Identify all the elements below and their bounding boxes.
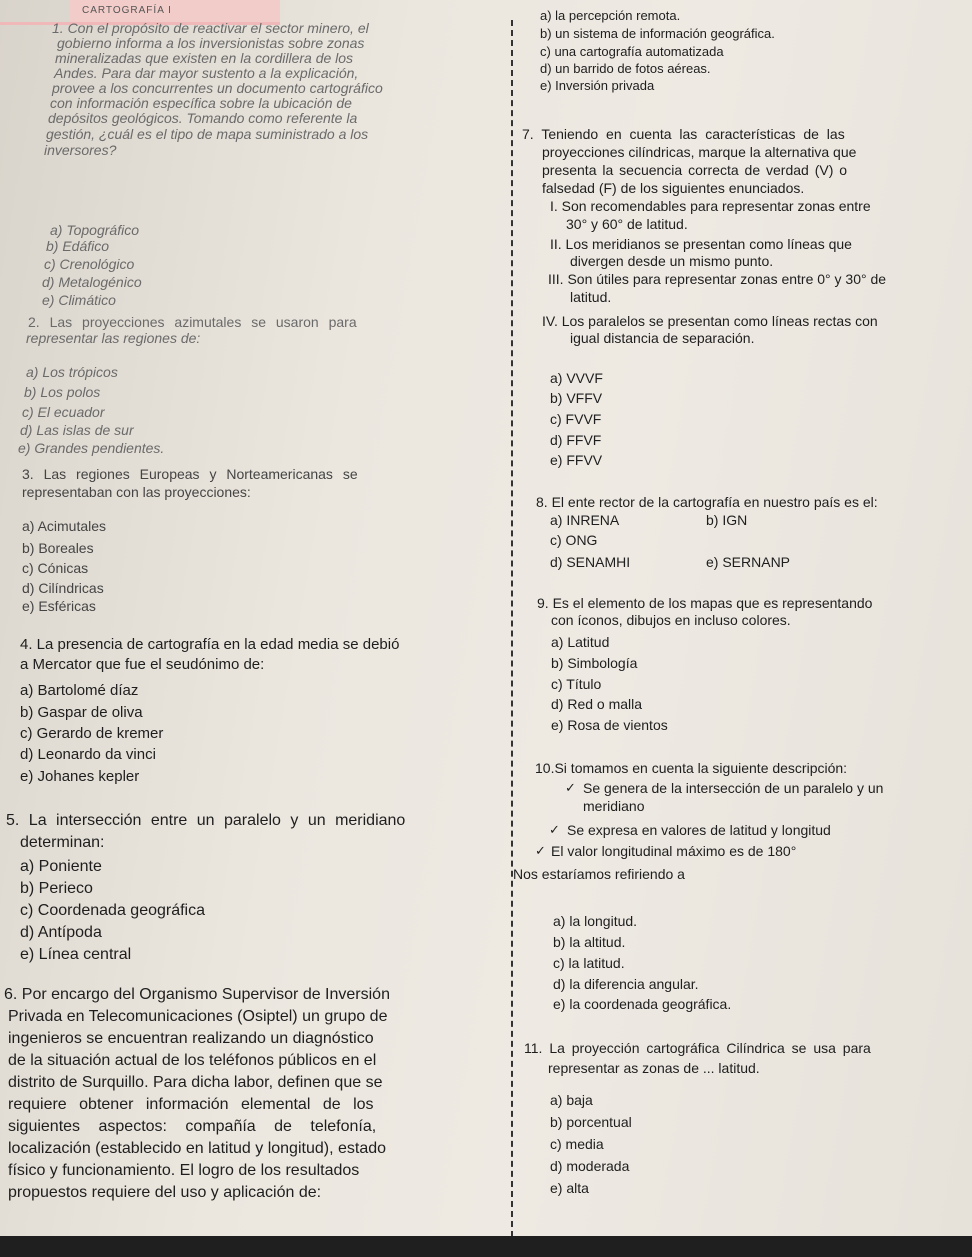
q1-option-c: c) Crenológico [44, 256, 135, 272]
checkmark-icon: ✓ [565, 780, 576, 795]
q11-option-c: c) media [550, 1136, 604, 1152]
q2-stem-line: representar las regiones de: [26, 330, 201, 346]
q1-stem-line: Andes. Para dar mayor sustento a la explicación, [54, 65, 359, 81]
q6-stem-line: propuestos requiere del uso y aplicación de: [8, 1184, 322, 1201]
q6-stem-line: 6. Por encargo del Organismo Supervisor de Inversión [4, 986, 390, 1003]
q4-option-d: d) Leonardo da vinci [20, 746, 156, 763]
q10-option-a: a) la longitud. [553, 913, 638, 929]
q1-option-d: d) Metalogénico [42, 274, 142, 290]
q10-check-item: El valor longitudinal máximo es de 180° [551, 843, 797, 859]
q7-statement: II. Los meridianos se presentan como líneas que [550, 236, 852, 252]
q1-option-a: a) Topográfico [50, 222, 139, 238]
q5-option-b: b) Perieco [20, 880, 93, 897]
q1-stem-line: gobierno informa a los inversionistas sobre zonas [57, 35, 365, 51]
q2-stem-line: 2. Las proyecciones azimutales se usaron para [28, 314, 357, 330]
q8-stem: 8. El ente rector de la cartografía en nuestro país es el: [536, 494, 878, 510]
q7-option-b: b) VFFV [550, 390, 603, 406]
q1-option-e: e) Climático [42, 292, 116, 308]
q6-option-a: a) la percepción remota. [540, 8, 681, 23]
q10-check-item: meridiano [583, 798, 645, 814]
q7-option-e: e) FFVV [550, 452, 603, 468]
q5-option-a: a) Poniente [20, 858, 102, 875]
photo-bottom-edge [0, 1236, 972, 1257]
checkmark-icon: ✓ [535, 843, 546, 858]
q11-option-a: a) baja [550, 1092, 593, 1108]
q6-stem-line: siguientes aspectos: compañía de telefonía, [8, 1118, 377, 1135]
checkmark-icon: ✓ [549, 822, 560, 837]
q9-option-d: d) Red o malla [551, 696, 643, 712]
q11-stem-line: 11. La proyección cartográfica Cilíndrica se usa para [524, 1040, 871, 1056]
q6-stem-line: Privada en Telecomunicaciones (Osiptel) un grupo de [8, 1008, 388, 1025]
q10-option-d: d) la diferencia angular. [553, 976, 699, 992]
q11-option-d: d) moderada [550, 1158, 630, 1174]
q7-option-d: d) FFVF [550, 432, 602, 448]
q3-stem-line: representaban con las proyecciones: [22, 484, 251, 500]
q10-check-item: Se genera de la intersección de un paralelo y un [583, 780, 884, 796]
q5-option-d: d) Antípoda [20, 924, 102, 941]
q3-stem-line: 3. Las regiones Europeas y Norteamericanas se [22, 466, 358, 482]
q6-option-b: b) un sistema de información geográfica. [540, 26, 775, 41]
q7-statement: igual distancia de separación. [570, 330, 755, 346]
q11-stem-line: representar as zonas de ... latitud. [548, 1060, 760, 1076]
q8-option-e: e) SERNANP [706, 554, 791, 570]
q5-stem-line: 5. La intersección entre un paralelo y un meridiano [6, 812, 406, 829]
q4-option-e: e) Johanes kepler [20, 768, 140, 785]
q2-option-a: a) Los trópicos [26, 364, 118, 380]
q8-option-b: b) IGN [706, 512, 748, 528]
q7-statement: I. Son recomendables para representar zonas entre [550, 198, 871, 214]
q11-option-b: b) porcentual [550, 1114, 632, 1130]
q6-stem-line: localización (establecido en latitud y longitud), estado [8, 1140, 387, 1157]
q8-option-d: d) SENAMHI [550, 554, 631, 570]
q10-lead: Nos estaríamos refiriendo a [513, 866, 685, 882]
q7-statement: III. Son útiles para representar zonas entre 0° y 30° de [548, 271, 887, 287]
q8-option-a: a) INRENA [550, 512, 620, 528]
q6-stem-line: ingenieros se encuentran realizando un diagnóstico [8, 1030, 374, 1047]
q8-option-c: c) ONG [550, 532, 598, 548]
q1-stem-line: depósitos geológicos. Tomando como referente la [48, 110, 358, 126]
q1-stem-line: mineralizadas que existen en la cordillera de los [55, 50, 354, 66]
q1-stem-line: con información específica sobre la ubicación de [50, 95, 352, 111]
q3-option-b: b) Boreales [22, 540, 94, 556]
q3-option-c: c) Cónicas [22, 560, 89, 576]
q4-option-a: a) Bartolomé díaz [20, 682, 139, 699]
q9-option-c: c) Título [551, 676, 602, 692]
q1-stem-line: inversores? [44, 142, 117, 158]
q6-stem-line: distrito de Surquillo. Para dicha labor, definen que se [8, 1074, 383, 1091]
q9-stem-line: con íconos, dibujos en incluso colores. [551, 612, 791, 628]
q5-option-e: e) Línea central [20, 946, 132, 963]
q1-stem-line: 1. Con el propósito de reactivar el sector minero, el [52, 20, 369, 36]
q10-option-c: c) la latitud. [553, 955, 625, 971]
q7-stem-line: proyecciones cilíndricas, marque la alternativa que [542, 144, 857, 160]
q4-stem-line: 4. La presencia de cartografía en la edad media se debió [20, 636, 400, 653]
q7-stem-line: 7. Teniendo en cuenta las características de las [522, 126, 845, 142]
q11-option-e: e) alta [550, 1180, 589, 1196]
q10-stem: 10.Si tomamos en cuenta la siguiente descripción: [535, 760, 848, 776]
q7-statement: 30° y 60° de latitud. [566, 216, 688, 232]
q4-stem-line: a Mercator que fue el seudónimo de: [20, 656, 265, 673]
q9-option-a: a) Latitud [551, 634, 610, 650]
q7-statement: IV. Los paralelos se presentan como líneas rectas con [542, 313, 878, 329]
q4-option-c: c) Gerardo de kremer [20, 725, 164, 742]
q7-statement: latitud. [570, 289, 612, 305]
q5-option-c: c) Coordenada geográfica [20, 902, 206, 919]
q7-statement: divergen desde un mismo punto. [570, 253, 774, 269]
q7-stem-line: falsedad (F) de los siguientes enunciados. [542, 180, 805, 196]
q6-option-d: d) un barrido de fotos aéreas. [540, 61, 711, 76]
q6-option-c: c) una cartografía automatizada [540, 44, 724, 59]
q2-option-d: d) Las islas de sur [20, 422, 134, 438]
q2-option-c: c) El ecuador [22, 404, 105, 420]
q7-stem-line: presenta la secuencia correcta de verdad (V) o [542, 162, 848, 178]
q2-option-b: b) Los polos [24, 384, 101, 400]
q6-option-e: e) Inversión privada [540, 78, 655, 93]
q1-stem-line: gestión, ¿cuál es el tipo de mapa suministrado a los [46, 126, 369, 142]
q3-option-e: e) Esféricas [22, 598, 96, 614]
q1-option-b: b) Edáfico [46, 238, 110, 254]
q9-option-b: b) Simbología [551, 655, 638, 671]
q9-stem-line: 9. Es el elemento de los mapas que es representando [537, 595, 873, 611]
q6-stem-line: físico y funcionamiento. El logro de los resultados [8, 1162, 360, 1179]
q3-option-d: d) Cilíndricas [22, 580, 104, 596]
q7-option-a: a) VVVF [550, 370, 603, 386]
q10-option-b: b) la altitud. [553, 934, 626, 950]
q4-option-b: b) Gaspar de oliva [20, 704, 143, 721]
q2-option-e: e) Grandes pendientes. [18, 440, 165, 456]
q5-stem-line: determinan: [20, 834, 105, 851]
q6-stem-line: de la situación actual de los teléfonos públicos en el [8, 1052, 377, 1069]
q10-option-e: e) la coordenada geográfica. [553, 996, 732, 1012]
header-tab-label: CARTOGRAFÍA I [82, 5, 172, 16]
q3-option-a: a) Acimutales [22, 518, 107, 534]
q7-option-c: c) FVVF [550, 411, 602, 427]
q9-option-e: e) Rosa de vientos [551, 717, 668, 733]
q1-stem-line: provee a los concurrentes un documento cartográfico [52, 80, 383, 96]
q10-check-item: Se expresa en valores de latitud y longitud [567, 822, 831, 838]
q6-stem-line: requiere obtener información elemental de los [8, 1096, 374, 1113]
column-divider [511, 20, 513, 1257]
